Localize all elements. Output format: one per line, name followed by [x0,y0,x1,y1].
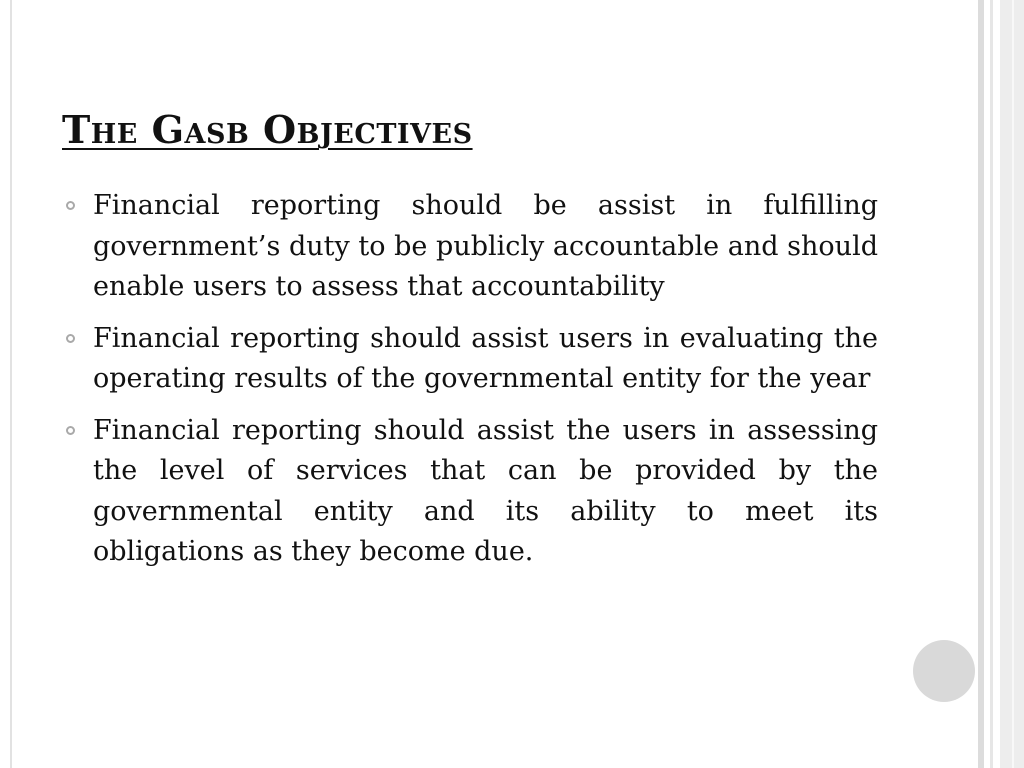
bullet-text: Financial reporting should assist users in evaluating the operating results of the governmental entity for the year [93,322,878,394]
bullet-item [62,186,878,308]
slide-title: The Gasb Objectives [62,107,473,152]
left-divider [10,0,12,768]
right-decorative-band [990,0,993,768]
bullet-text: Financial reporting should be assist in fulfilling government’s duty to be publicly accountable and should enable users to assess that accountability [93,190,878,302]
bullet-text: Financial reporting should assist the users in assessing the level of services that can be provided by the governmental entity and its ability to meet its obligations as they become due. [93,414,878,567]
hollow-circle-bullet-icon [66,426,75,435]
bullet-item [62,411,878,573]
gray-circle-decoration [913,640,975,702]
bullet-item [62,319,878,400]
hollow-circle-bullet-icon [66,201,75,210]
hollow-circle-bullet-icon [66,334,75,343]
right-decorative-band [1012,0,1014,768]
bullet-list [62,186,878,584]
right-decorative-band [978,0,984,768]
